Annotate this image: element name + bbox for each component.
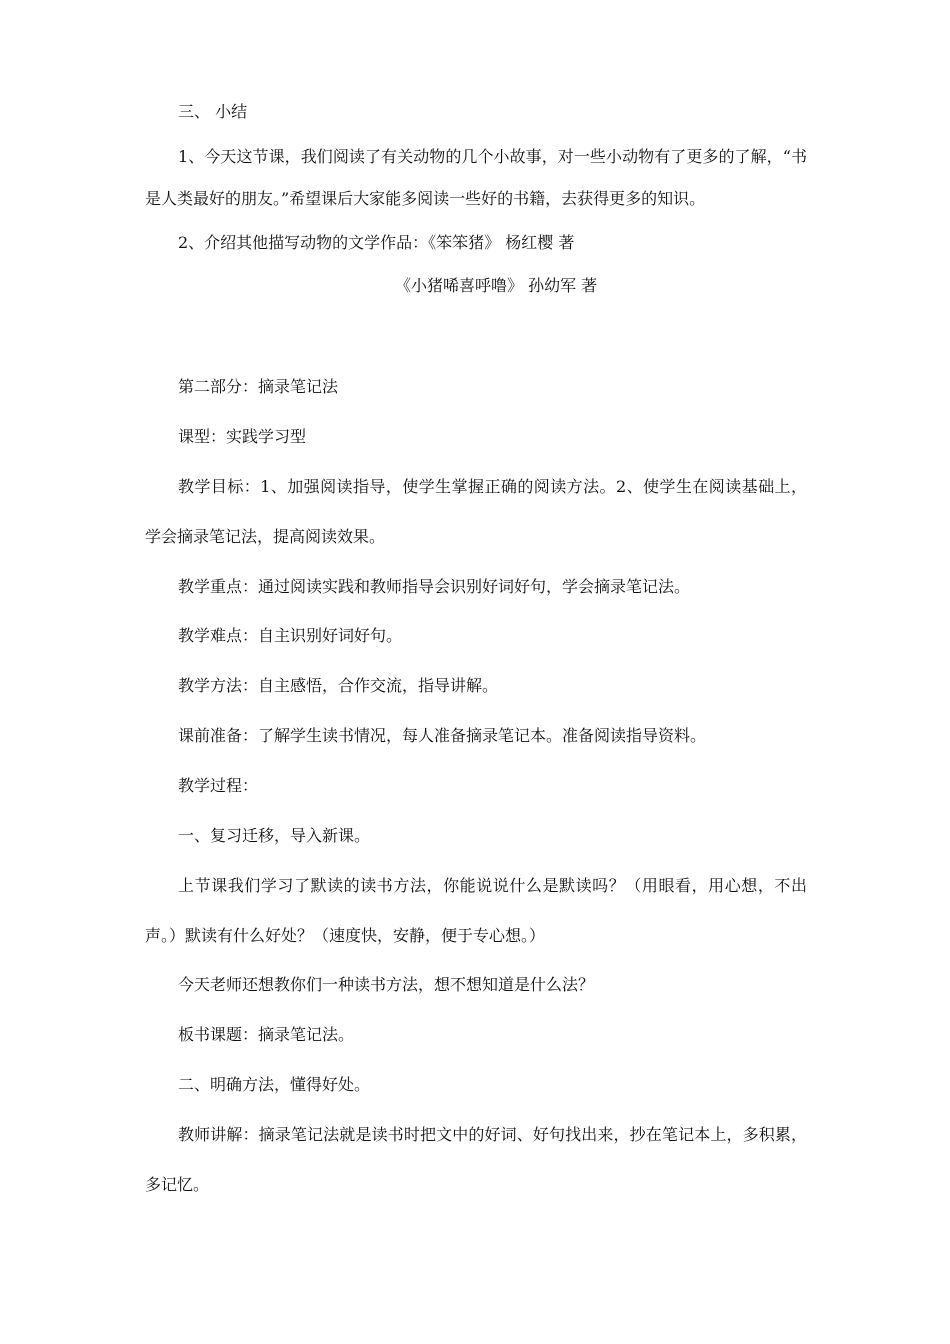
step1-paragraph-1-line-2: 声。）默读有什么好处？（速度快，安静，便于专心想。） xyxy=(145,926,546,945)
step1-heading: 一、复习迁移，导入新课。 xyxy=(178,826,371,845)
summary-paragraph-1-line-2: 是人类最好的朋友。”希望课后大家能多阅读一些好的书籍，去获得更多的知识。 xyxy=(145,189,706,208)
step1-paragraph-3: 板书课题：摘录笔记法。 xyxy=(178,1025,355,1044)
step2-paragraph-1-line-1: 教师讲解：摘录笔记法就是读书时把文中的好词、好句找出来，抄在笔记本上，多积累， xyxy=(178,1125,807,1144)
key-point: 教学重点：通过阅读实践和教师指导会识别好词好句，学会摘录笔记法。 xyxy=(178,577,691,596)
lesson-type: 课型：实践学习型 xyxy=(178,427,307,446)
objectives-line-1: 教学目标：1、加强阅读指导，使学生掌握正确的阅读方法。2、使学生在阅读基础上， xyxy=(178,477,807,496)
summary-paragraph-1-line-1: 1、今天这节课，我们阅读了有关动物的几个小故事，对一些小动物有了更多的了解，“书 xyxy=(178,147,807,166)
step2-paragraph-1-line-2: 多记忆。 xyxy=(145,1175,210,1194)
summary-paragraph-2-line-1: 2、介绍其他描写动物的文学作品：《笨笨猪》 杨红樱 著 xyxy=(178,233,575,252)
part2-title: 第二部分：摘录笔记法 xyxy=(178,377,339,396)
objectives-line-2: 学会摘录笔记法，提高阅读效果。 xyxy=(145,527,386,546)
preparation: 课前准备：了解学生读书情况，每人准备摘录笔记本。准备阅读指导资料。 xyxy=(178,726,707,745)
process-heading: 教学过程： xyxy=(178,776,259,795)
difficulty: 教学难点：自主识别好词好句。 xyxy=(178,626,403,645)
teaching-method: 教学方法：自主感悟，合作交流，指导讲解。 xyxy=(178,676,499,695)
step2-heading: 二、明确方法，懂得好处。 xyxy=(178,1075,371,1094)
step1-paragraph-1-line-1: 上节课我们学习了默读的读书方法，你能说说什么是默读吗？（用眼看，用心想，不出 xyxy=(178,876,807,895)
summary-paragraph-2-line-2: 《小猪唏喜呼噜》 孙幼军 著 xyxy=(395,276,598,295)
step1-paragraph-2: 今天老师还想教你们一种读书方法，想不想知道是什么法？ xyxy=(178,975,595,994)
section-heading-summary: 三、 小结 xyxy=(178,102,248,121)
